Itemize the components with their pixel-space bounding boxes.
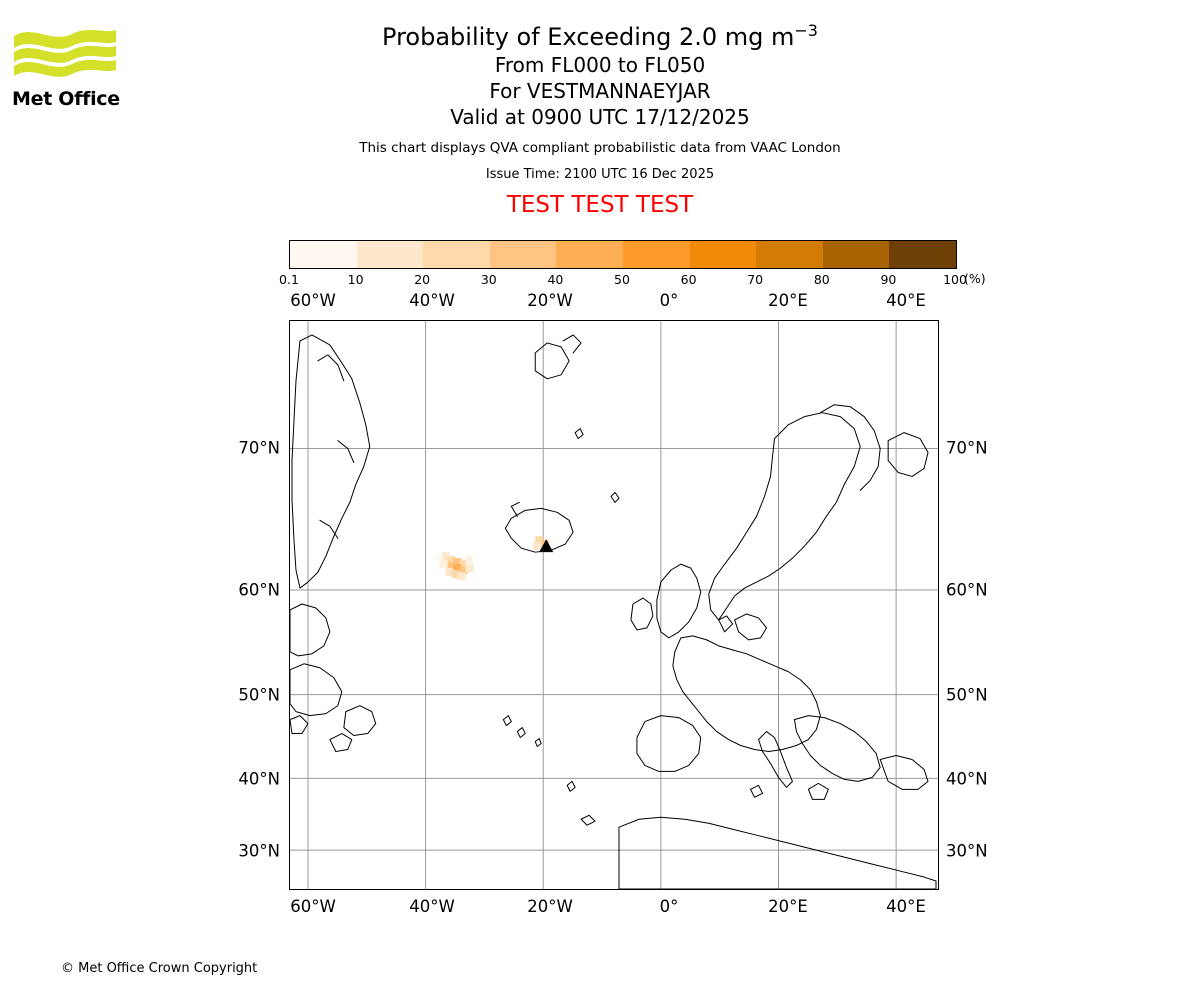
axis-label-left-4: 30°N: [238, 841, 280, 861]
axis-label-right-1: 60°N: [946, 580, 988, 600]
colorbar-swatch-4: [556, 241, 623, 268]
axis-label-left-3: 40°N: [238, 769, 280, 789]
axis-label-top-5: 40°E: [886, 291, 926, 310]
colorbar-tick-6: 60: [680, 272, 697, 287]
axis-label-bottom-5: 40°E: [886, 897, 926, 916]
colorbar-swatch-6: [690, 241, 757, 268]
page-title-exponent: −3: [794, 21, 818, 40]
colorbar-swatch-0: [290, 241, 357, 268]
colorbar-swatch-5: [623, 241, 690, 268]
axis-label-bottom-4: 20°E: [768, 897, 808, 916]
colorbar-tick-4: 40: [547, 272, 564, 287]
graticule-grid: [290, 321, 938, 889]
axis-label-right-4: 30°N: [946, 841, 988, 861]
page-title: [0, 22, 1200, 52]
axis-label-top-2: 20°W: [527, 291, 573, 310]
axis-label-right-3: 40°N: [946, 769, 988, 789]
axis-label-bottom-3: 0°: [659, 897, 679, 916]
colorbar: [279, 240, 986, 287]
map-canvas: [290, 321, 938, 889]
colorbar-tick-0: 0.1: [279, 272, 299, 287]
colorbar-tick-3: 30: [480, 272, 497, 287]
axis-label-top-0: 60°W: [290, 291, 336, 310]
axis-label-right-2: 50°N: [946, 685, 988, 705]
subtitle-valid-time: Valid at 0900 UTC 17/12/2025: [450, 105, 750, 129]
colorbar-tick-7: 70: [747, 272, 764, 287]
axis-label-bottom-1: 40°W: [409, 897, 455, 916]
compliance-note: This chart displays QVA compliant probabilistic data from VAAC London: [359, 140, 841, 156]
subtitle-site: For VESTMANNAEYJAR: [489, 79, 711, 103]
axis-label-right-0: 70°N: [946, 438, 988, 458]
colorbar-swatch-9: [889, 241, 956, 268]
axis-label-left-1: 60°N: [238, 580, 280, 600]
copyright-notice: © Met Office Crown Copyright: [61, 961, 258, 976]
axis-label-left-2: 50°N: [238, 685, 280, 705]
colorbar-tick-8: 80: [813, 272, 830, 287]
colorbar-tick-1: 10: [347, 272, 364, 287]
colorbar-swatch-2: [423, 241, 490, 268]
axis-label-top-1: 40°W: [409, 291, 455, 310]
colorbar-units: (%): [964, 271, 986, 286]
coastlines: [290, 335, 936, 889]
colorbar-tick-2: 20: [414, 272, 431, 287]
test-banner: TEST TEST TEST: [506, 192, 694, 218]
page-title-text: Probability of Exceeding 2.0 mg m: [382, 23, 795, 51]
colorbar-swatches: [289, 240, 957, 269]
logo-wordmark: Met Office: [12, 88, 120, 110]
colorbar-tick-5: 50: [614, 272, 630, 287]
issue-time: Issue Time: 2100 UTC 16 Dec 2025: [485, 167, 715, 182]
axis-label-top-3: 0°: [659, 291, 679, 310]
map-plot-area[interactable]: [289, 320, 939, 890]
colorbar-tick-9: 90: [880, 272, 897, 287]
chart-header: [0, 22, 1200, 219]
colorbar-ticks: [279, 269, 967, 287]
axis-label-top-4: 20°E: [768, 291, 808, 310]
colorbar-swatch-3: [490, 241, 557, 268]
colorbar-tick-10: 100: [943, 272, 967, 287]
axis-label-bottom-2: 20°W: [527, 897, 573, 916]
probability-plume: [436, 536, 550, 580]
colorbar-swatch-1: [357, 241, 424, 268]
subtitle-levels: From FL000 to FL050: [494, 53, 706, 77]
colorbar-swatch-8: [823, 241, 890, 268]
axis-label-bottom-0: 60°W: [290, 897, 336, 916]
axis-label-left-0: 70°N: [238, 438, 280, 458]
colorbar-swatch-7: [756, 241, 823, 268]
